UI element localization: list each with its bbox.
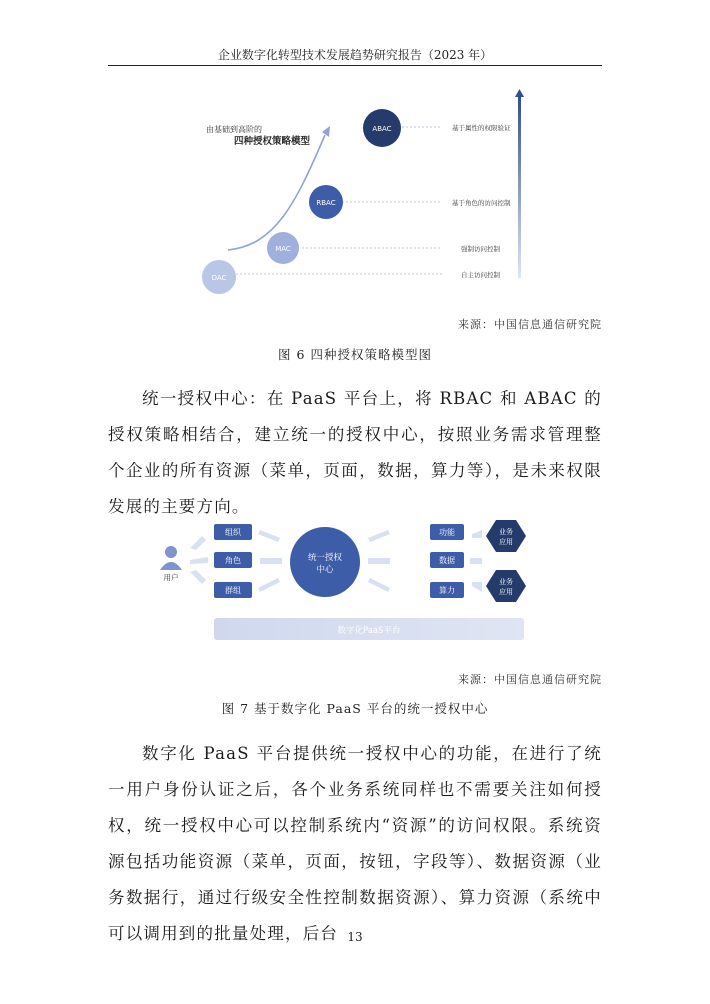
abac-label: ABAC — [372, 125, 392, 133]
figure-7-source: 来源：中国信息通信研究院 — [458, 673, 602, 686]
arrows-user-to-boxes — [190, 536, 208, 584]
figure-6-diagram — [180, 80, 540, 310]
box-function-label: 功能 — [439, 528, 455, 537]
paragraph-1: 统一授权中心：在 PaaS 平台上，将 RBAC 和 ABAC 的授权策略相结合，建立统一的授权中心，按照业务需求管理整个企业的所有资源（菜单，页面，数据，算力等），是未来权限发展的主要方向。 — [108, 389, 602, 516]
mac-label: MAC — [275, 245, 291, 253]
arrows-right-to-center — [368, 530, 390, 592]
box-compute-label: 算力 — [439, 586, 455, 595]
progress-bar-head — [515, 89, 524, 97]
progress-bar — [518, 96, 521, 278]
rbac-label: RBAC — [316, 199, 336, 207]
business-app-2-line2: 应用 — [499, 588, 513, 596]
page-header: 企业数字化转型技术发展趋势研究报告（2023 年） — [217, 48, 493, 62]
figure-6-title-line1: 由基础到高阶的 — [206, 125, 262, 134]
arrows-hex-to-boxes — [470, 530, 482, 592]
business-app-1-line2: 应用 — [499, 538, 513, 546]
paragraph-2: 数字化 PaaS 平台提供统一授权中心的功能，在进行了统一用户身份认证之后，各个业务系统同样也不需要关注如何授权，统一授权中心可以控制系统内“资源”的访问权限。系统资源包括功能资源（菜单，页面，按钮，字段等）、数据资源（业务数据行，通过行级安全性控制数据资源）、算力资源（系统中可以调用到的批量处理，后台 — [108, 744, 602, 943]
figure-6-title-line2: 四种授权策略模型 — [234, 136, 311, 147]
box-data-label: 数据 — [439, 556, 455, 565]
box-group-label: 群组 — [225, 586, 241, 595]
center-label-line1: 统一授权 — [307, 553, 343, 563]
center-label-line2: 中心 — [316, 565, 334, 575]
user-label: 用户 — [163, 573, 179, 582]
growth-arrow-head — [322, 126, 330, 137]
box-organization-label: 组织 — [225, 528, 241, 537]
header-rule — [108, 65, 602, 66]
figure-7-caption: 图 7 基于数字化 PaaS 平台的统一授权中心 — [221, 701, 489, 716]
figure-7-diagram — [150, 510, 540, 645]
rbac-desc: 基于角色的访问控制 — [452, 199, 511, 207]
figure-6-source: 来源：中国信息通信研究院 — [458, 318, 602, 331]
growth-arrow — [228, 135, 325, 250]
arrows-boxes-to-center — [258, 530, 282, 592]
dac-desc: 自主访问控制 — [461, 271, 500, 279]
box-role-label: 角色 — [225, 556, 241, 565]
abac-desc: 基于属性的权限验证 — [452, 124, 511, 132]
business-app-1-line1: 业务 — [499, 528, 513, 536]
page-number: 13 — [347, 930, 363, 944]
mac-desc: 强制访问控制 — [461, 245, 500, 253]
business-app-hexagon-2 — [486, 570, 526, 602]
business-app-2-line1: 业务 — [499, 578, 513, 586]
business-app-hexagon-1 — [486, 520, 526, 552]
user-icon — [160, 546, 182, 570]
dac-label: DAC — [211, 274, 227, 282]
paas-platform-label: 数字化PaaS平台 — [337, 626, 401, 636]
figure-6-caption: 图 6 四种授权策略模型图 — [278, 347, 432, 362]
